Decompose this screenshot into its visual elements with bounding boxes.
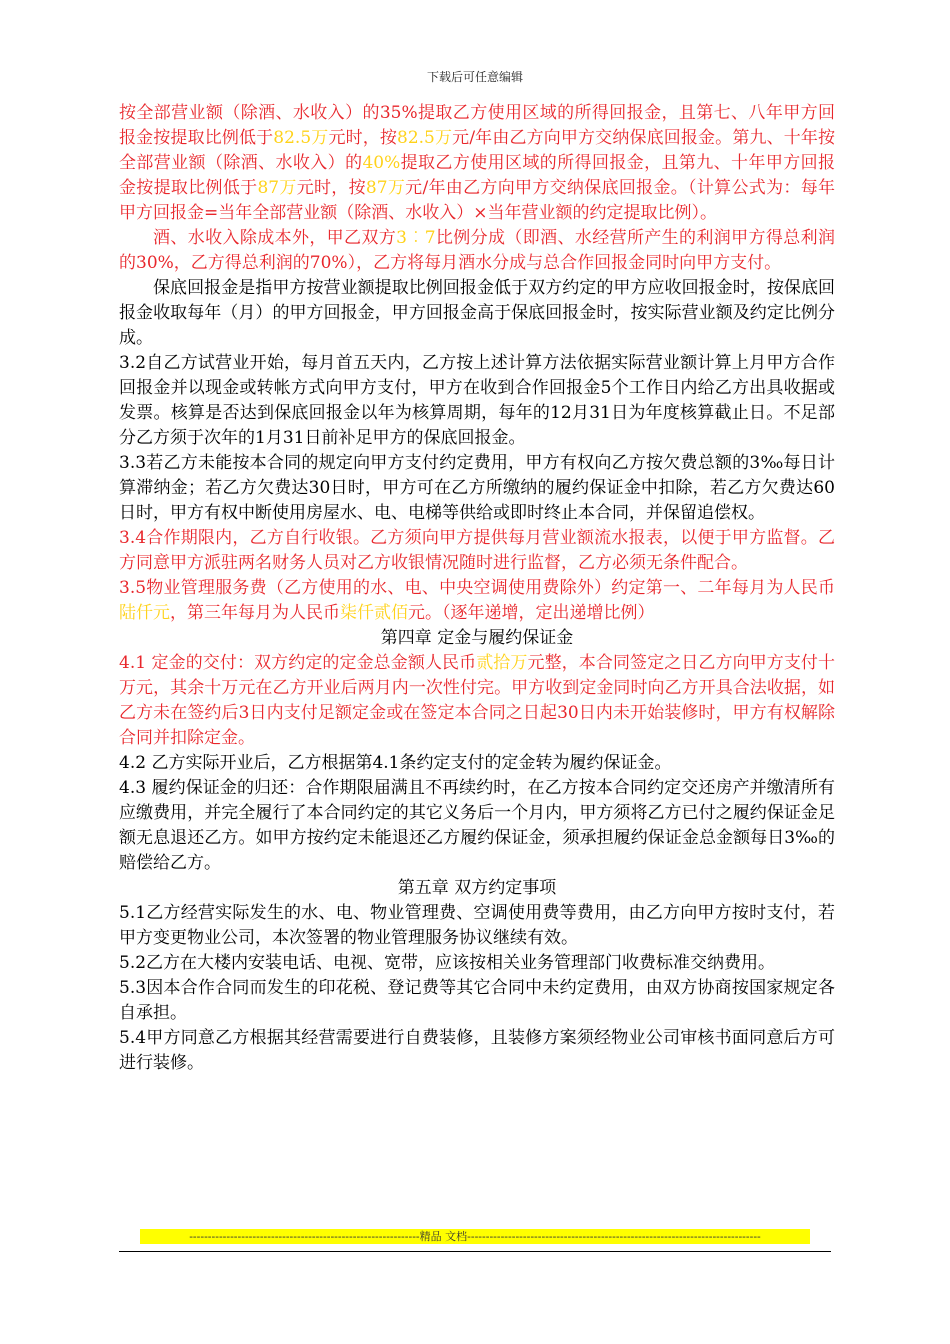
text-run: 元时，按: [296, 178, 366, 198]
percent-highlight: 40%: [362, 153, 401, 173]
text-run: 提取乙方使用区域的所得回报金，且第九、十年甲方回报金按提取比例低于: [119, 153, 836, 198]
paragraph-guarantee-definition: 保底回报金是指甲方按营业额提取比例回报金低于双方约定的甲方应收回报金时，按保底回报金收取每年（月）的甲方回报金，甲方回报金高于保底回报金时，按实际营业额及约定比例分成。: [119, 278, 835, 348]
clause-5-1: 5.1乙方经营实际发生的水、电、物业管理费、空调使用费等费用，由乙方向甲方按时支付，若甲方变更物业公司，本次签署的物业管理服务协议继续有效。: [119, 903, 835, 948]
amount-highlight: 柒仟贰佰: [340, 603, 408, 623]
document-body: [119, 101, 835, 1076]
clause-5-2: 5.2乙方在大楼内安装电话、电视、宽带，应该按相关业务管理部门收费标准交纳费用。: [119, 953, 776, 973]
text-run: 4.1 定金的交付：双方约定的定金总金额人民币: [119, 653, 477, 673]
clause-5-3: 5.3因本合作合同而发生的印花税、登记费等其它合同中未约定费用，由双方协商按国家规定各自承担。: [119, 978, 835, 1023]
amount-highlight: 82.5: [397, 128, 435, 148]
clause-3-3: 3.3若乙方未能按本合同的规定向甲方支付约定费用，甲方有权向乙方按欠费总额的3‰每日计算滞纳金；若乙方欠费达30日时，甲方可在乙方所缴纳的履约保证金中扣除，若乙方欠费达60日时，甲方有权中断使用房屋水、电、电梯等供给或即时终止本合同，并保留追偿权。: [119, 453, 835, 523]
amount-highlight: 82.5: [273, 128, 312, 148]
ratio-highlight: 3︰7: [396, 228, 436, 248]
amount-highlight: 万: [434, 128, 453, 148]
text-run: 比例分成（即酒、水经营所产生的利润甲方得总利润的30%，乙方得总利润的70%），乙方将每月酒水分成与总合作回报金同时向甲方支付。: [119, 228, 835, 273]
clause-3-2: 3.2自乙方试营业开始，每月首五天内，乙方按上述计算方法依据实际营业额计算上月甲方合作回报金并以现金或转帐方式向甲方支付，甲方在收到合作回报金5个工作日内给乙方出具收据或发票。核算是否达到保底回报金以年为核算周期，每年的12月31日为年度核算截止日。不足部分乙方须于次年的1月31日前补足甲方的保底回报金。: [119, 353, 835, 448]
paragraph-drink-share: [119, 226, 835, 276]
text-run: 酒、水收入除成本外，甲乙双方: [153, 228, 397, 248]
chapter-4-heading: 第四章 定金与履约保证金: [380, 628, 574, 648]
clause-4-2: 4.2 乙方实际开业后，乙方根据第4.1条约定支付的定金转为履约保证金。: [119, 753, 672, 773]
page-header: 下载后可任意编辑: [426, 70, 523, 84]
chapter-5-heading: 第五章 双方约定事项: [397, 878, 557, 898]
page-footer: [119, 1229, 831, 1252]
amount-highlight: 万: [387, 178, 406, 198]
text-run: ，第三年每月为人民币: [170, 603, 340, 623]
clause-5-4: 5.4甲方同意乙方根据其经营需要进行自费装修，且装修方案须经物业公司审核书面同意后方可进行装修。: [119, 1028, 835, 1073]
text-run: 元/年由乙方向甲方交纳保底回报金。（计算公式为：每年甲方回报金=当年全部营业额（除酒、水收入）×当年营业额的约定提取比例）。: [119, 178, 835, 223]
footer-highlight-text: --------------------------------------------------------------精品 文档-------------------------------------------------------------------------------: [140, 1229, 810, 1244]
text-run: 元整，本合同签定之日乙方向甲方支付十万元，其余十万元在乙方开业后两月内一次性付完。甲方收到定金同时向乙方开具合法收据，如乙方未在签约后3日内支付足额定金或在签定本合同之日起30日内未开始装修时，甲方有权解除合同并扣除定金。: [119, 653, 836, 748]
clause-4-3: 4.3 履约保证金的归还：合作期限届满且不再续约时，在乙方按本合同约定交还房产并缴清所有应缴费用，并完全履行了本合同约定的其它义务后一个月内，甲方须将乙方已付之履约保证金足额无息退还乙方。如甲方按约定未能退还乙方履约保证金，须承担履约保证金总金额每日3‰的赔偿给乙方。: [119, 778, 835, 873]
paragraph-revenue-share: [119, 101, 835, 226]
text-run: 元/年由乙方向甲方交纳保底回报金。第九、十年按全部营业额（除酒、水收入）的: [119, 128, 836, 173]
clause-3-4: 3.4合作期限内，乙方自行收银。乙方须向甲方提供每月营业额流水报表，以便于甲方监督。乙方同意甲方派驻两名财务人员对乙方收银情况随时进行监督，乙方必须无条件配合。: [119, 528, 835, 573]
amount-highlight: 贰拾万: [476, 653, 528, 673]
text-run: 元。（逐年递增，定出递增比例）: [408, 603, 655, 623]
text-run: 3.5物业管理服务费（乙方使用的水、电、中央空调使用费除外）约定第一、二年每月为人民币: [119, 578, 835, 598]
footer-rule: [119, 1251, 831, 1252]
amount-highlight: 万: [311, 128, 329, 148]
clause-3-5: [119, 576, 835, 626]
amount-highlight: 87: [365, 178, 388, 198]
amount-highlight: 87: [257, 178, 280, 198]
clause-4-1: [119, 651, 835, 751]
text-run: 元时，按: [328, 128, 398, 148]
text-run: 按全部营业额（除酒、水收入）的35%提取乙方使用区域的所得回报金，且第七、八年甲方回报金按提取比例低于: [119, 103, 835, 148]
amount-highlight: 陆仟元: [119, 603, 170, 623]
amount-highlight: 万: [279, 178, 297, 198]
